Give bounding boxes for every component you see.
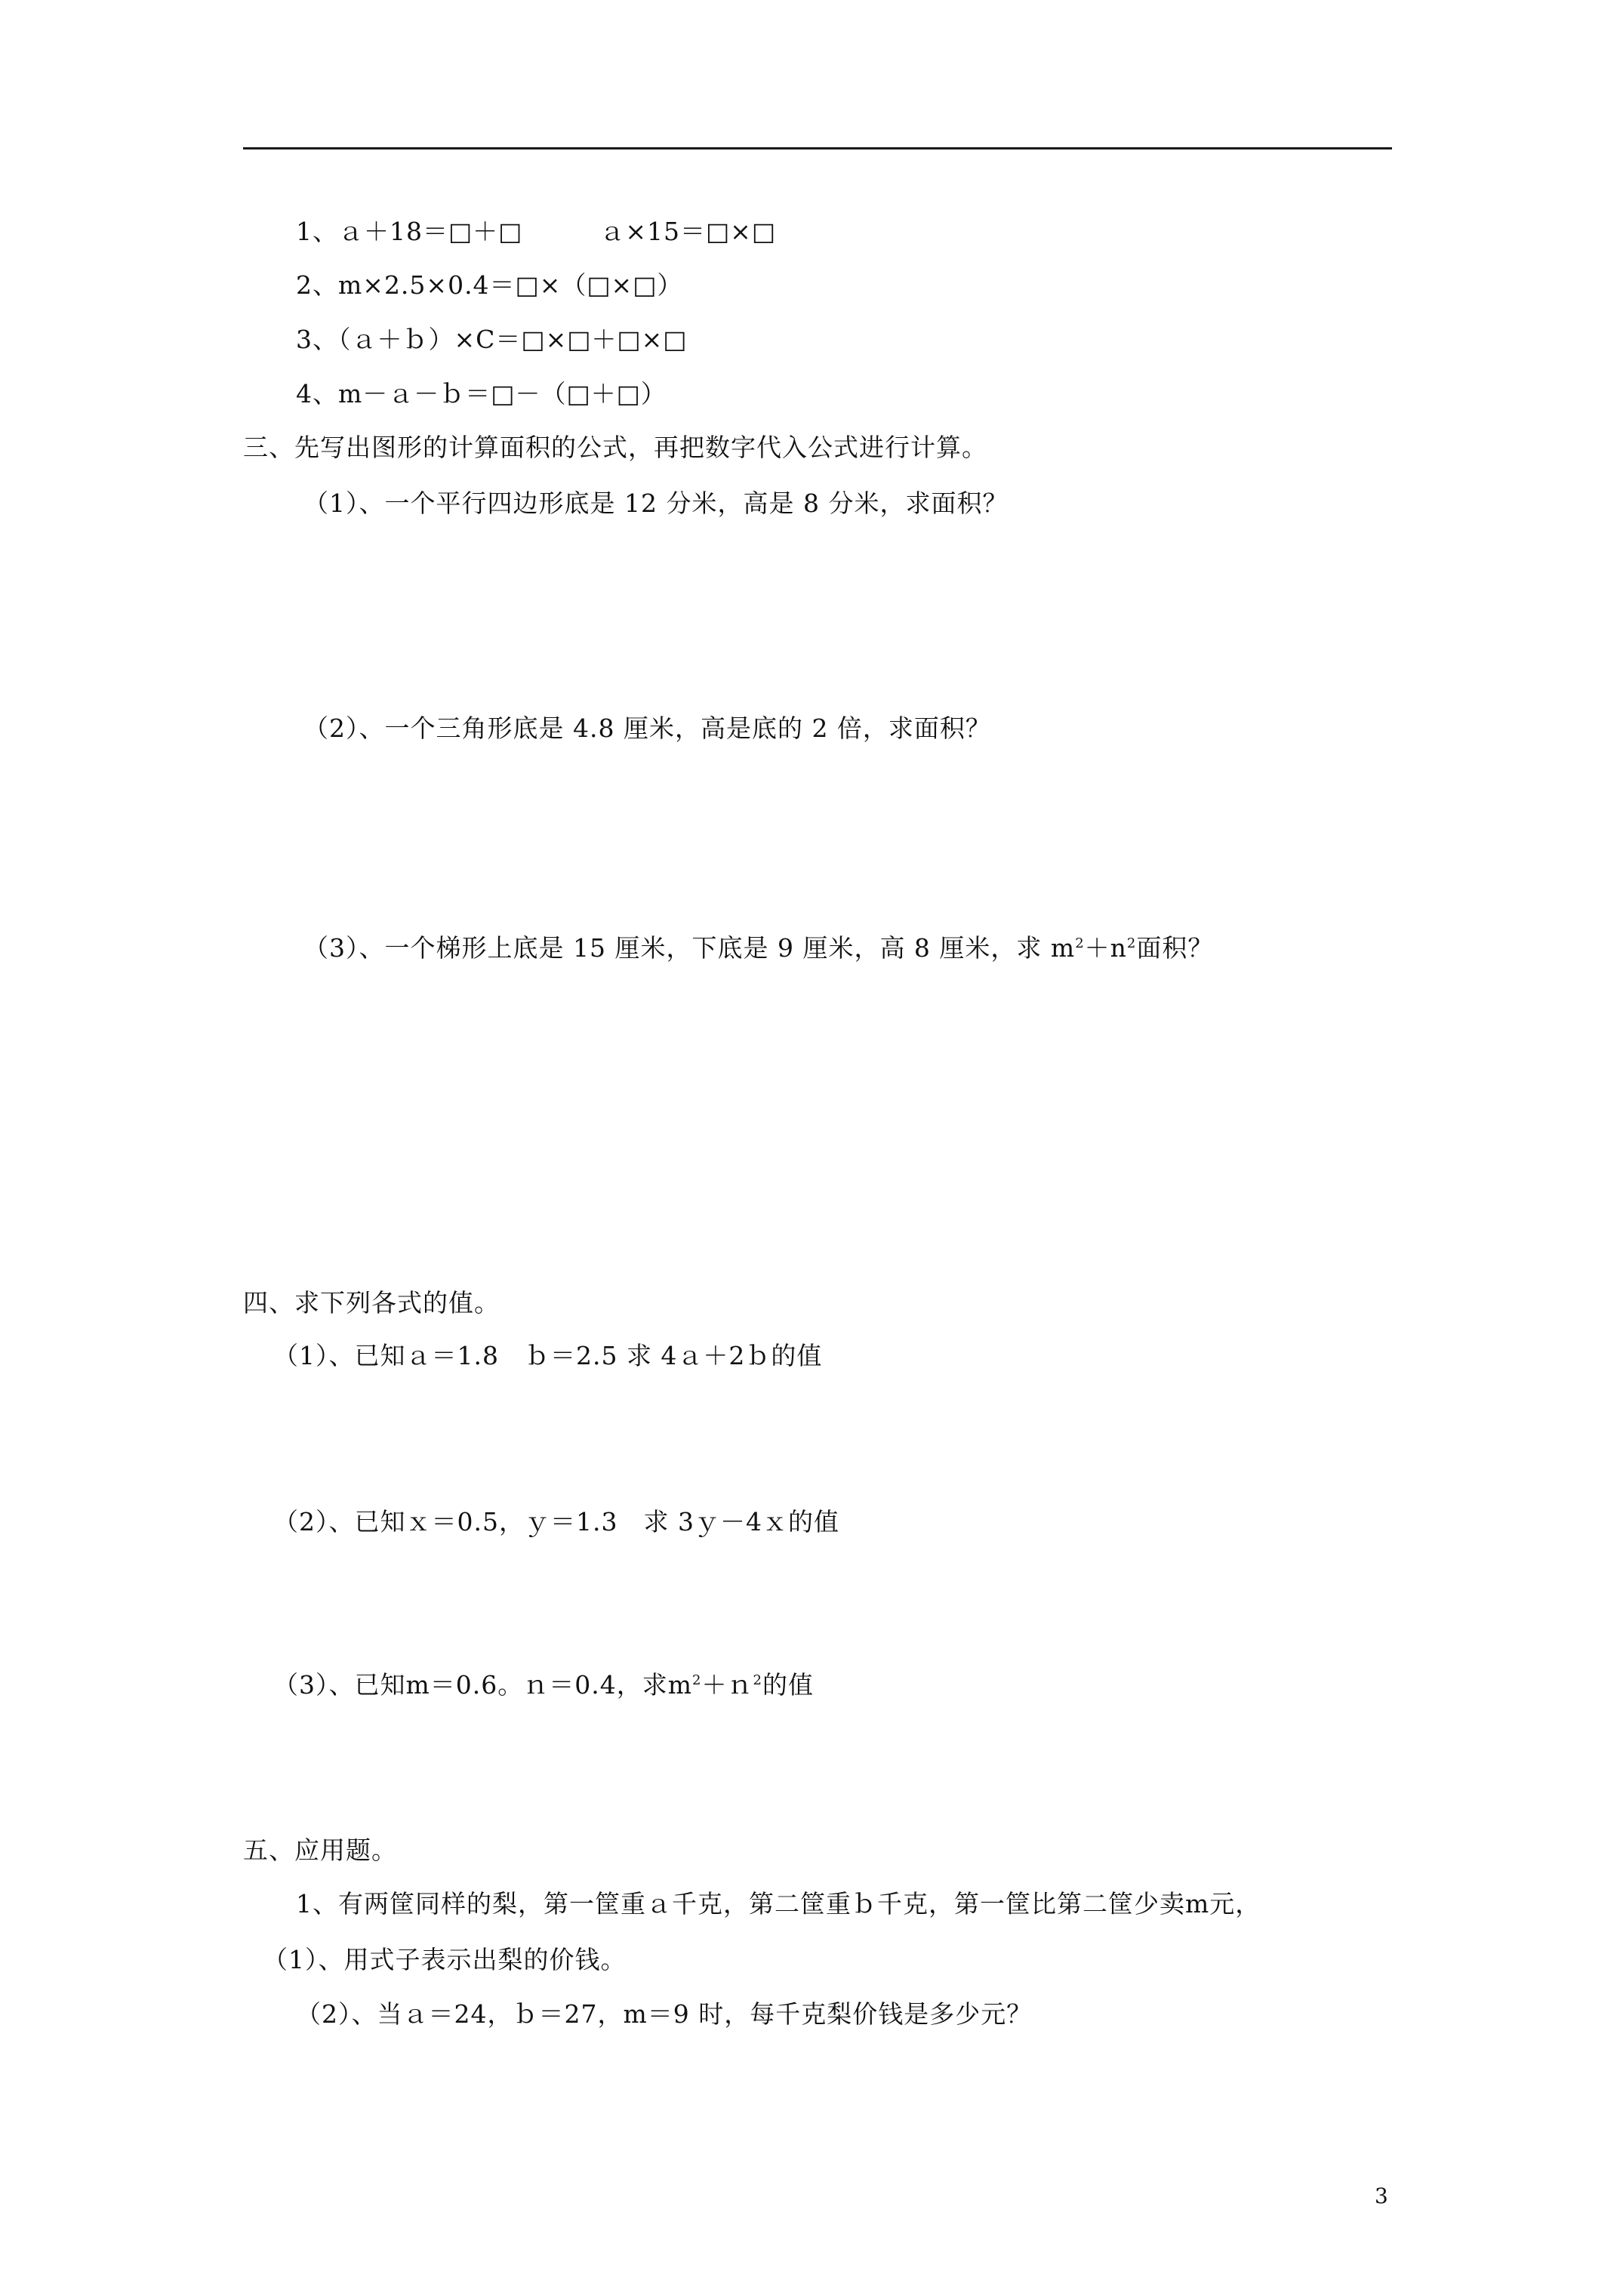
superscript-2: 2 bbox=[1075, 935, 1085, 951]
q3-text-c: 面积？ bbox=[1136, 933, 1214, 963]
header-rule bbox=[243, 147, 1392, 149]
section-5-problem-1: 1、有两筐同样的梨，第一筐重ａ千克，第二筐重ｂ千克，第一筐比第二筐少卖m元， bbox=[296, 1889, 1261, 1918]
section-3-question-1: （1）、一个平行四边形底是 12 分米，高是 8 分米，求面积？ bbox=[303, 488, 1009, 518]
q3-text-c: 的值 bbox=[762, 1670, 814, 1700]
q3-text-a: （3）、已知m＝0.6。ｎ＝0.4，求m bbox=[273, 1670, 693, 1700]
section-4-question-2: （2）、已知ｘ＝0.5，ｙ＝1.3 求 3ｙ－4ｘ的值 bbox=[273, 1507, 839, 1536]
q3-text-a: （3）、一个梯形上底是 15 厘米，下底是 9 厘米，高 8 厘米，求 m bbox=[303, 933, 1076, 963]
section-5-question-2: （2）、当ａ＝24，ｂ＝27，m＝9 时，每千克梨价钱是多少元？ bbox=[296, 1999, 1033, 2029]
superscript-2: 2 bbox=[692, 1672, 702, 1688]
section-3-heading: 三、先写出图形的计算面积的公式，再把数字代入公式进行计算。 bbox=[243, 433, 987, 462]
section-4-question-1: （1）、已知ａ＝1.8 ｂ＝2.5 求 4ａ＋2ｂ的值 bbox=[273, 1341, 823, 1370]
q3-text-b: ＋ｎ bbox=[701, 1670, 753, 1700]
equation-line-2: 2、m×2.5×0.4＝□×（□×□） bbox=[296, 270, 683, 300]
equation-line-1: 1、ａ＋18＝□＋□ ａ×15＝□×□ bbox=[296, 217, 776, 246]
equation-line-4: 4、m－ａ－ｂ＝□－（□＋□） bbox=[296, 379, 667, 408]
superscript-2: 2 bbox=[753, 1672, 762, 1688]
section-4-question-3 bbox=[273, 1670, 814, 1700]
superscript-2: 2 bbox=[1126, 935, 1137, 951]
section-4-heading: 四、求下列各式的值。 bbox=[243, 1288, 500, 1318]
equation-line-3: 3、（ａ＋ｂ）×C＝□×□＋□×□ bbox=[296, 325, 688, 354]
section-5-question-1: （1）、用式子表示出梨的价钱。 bbox=[263, 1945, 627, 1974]
page-number: 3 bbox=[1375, 2184, 1388, 2208]
q3-text-b: ＋n bbox=[1084, 933, 1127, 963]
section-3-question-2: （2）、一个三角形底是 4.8 厘米，高是底的 2 倍，求面积？ bbox=[303, 713, 991, 743]
section-5-heading: 五、应用题。 bbox=[243, 1835, 397, 1865]
section-3-question-3 bbox=[303, 933, 1213, 963]
